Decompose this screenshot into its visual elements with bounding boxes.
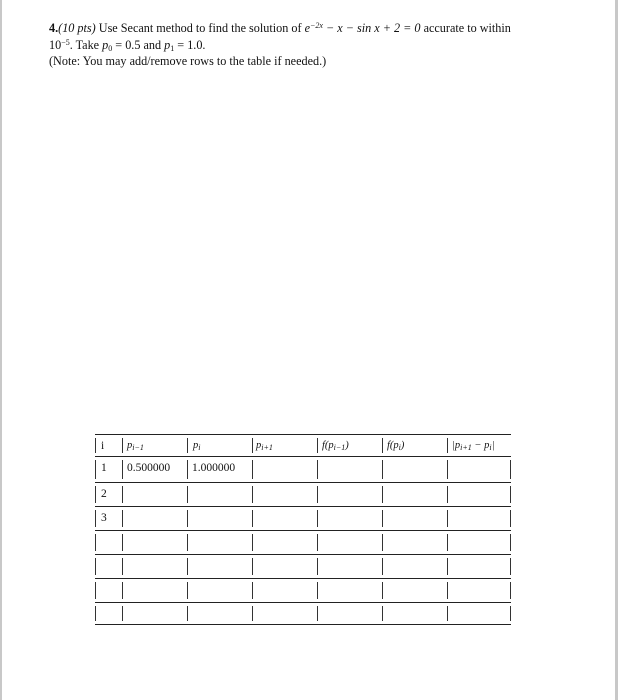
header-p-i-var: p [193,440,199,451]
table-separator [252,582,253,599]
table-separator [252,558,253,575]
problem-line-1 [49,20,569,37]
header-p-prev-var: p [127,440,133,451]
table-separator [317,486,318,503]
header-diff [452,439,494,453]
header-p-i-sub: i [198,443,201,452]
tolerance-base: 10 [49,37,62,52]
header-f-i-f: f(p [387,440,399,451]
table-separator [187,558,188,575]
table-separator [187,534,188,551]
table-separator [382,558,383,575]
table-separator [382,606,383,621]
equation-e-base: e [304,21,310,35]
table-separator [382,534,383,551]
tolerance-exponent: −5 [61,37,70,47]
table-separator [252,460,253,479]
problem-line-2 [49,37,569,54]
table-separator [187,460,188,479]
header-diff-a: |p [452,440,461,451]
header-diff-mid: − p [471,440,490,451]
table-separator [317,438,318,453]
table-rule [95,506,511,507]
and-text: and [143,37,162,52]
header-f-i-sub: i [398,443,401,452]
table-separator [317,510,318,527]
problem-statement [49,20,569,70]
header-f-i [387,439,404,453]
p0-sub: 0 [108,43,113,53]
table-cell-p-i: 1.000000 [192,462,236,474]
table-separator [382,582,383,599]
table-separator [447,558,448,575]
p1-value: = 1.0. [177,37,206,52]
header-f-prev [322,439,349,453]
table-cell-i: 2 [101,488,107,500]
table-rule [95,578,511,579]
table-separator [252,510,253,527]
table-rule [95,482,511,483]
header-p-next-var: p [256,440,262,451]
table-separator [510,582,511,599]
table-separator [447,582,448,599]
header-f-prev-f: f(p [322,440,334,451]
header-diff-b-sub: i [489,443,492,452]
equation-rest: − x − sin x + 2 = 0 [326,21,421,35]
table-separator [252,486,253,503]
table-rule [95,554,511,555]
table-separator [95,534,96,551]
p1-var: p [164,37,171,52]
p1-sub: 1 [170,43,175,53]
table-separator [122,486,123,503]
table-separator [122,558,123,575]
header-diff-close: | [491,440,495,451]
header-f-prev-sub: i−1 [333,443,346,452]
table-cell-i: 1 [101,462,107,474]
equation-e-exponent: −2x [310,21,323,30]
table-rule [95,530,511,531]
table-separator [252,606,253,621]
table-rule [95,434,511,435]
accurate-text: accurate to within [423,21,511,35]
page-border-left [0,0,2,700]
table-cell-p-prev: 0.500000 [127,462,171,474]
table-separator [510,460,511,479]
table-separator [510,606,511,621]
table-separator [510,510,511,527]
table-separator [382,510,383,527]
table-separator [95,486,96,503]
header-p-i [193,439,200,453]
table-separator [122,438,123,453]
table-separator [447,438,448,453]
table-separator [95,460,96,479]
problem-points: (10 pts) [58,21,96,35]
table-separator [122,606,123,621]
problem-intro: Use Secant method to find the solution of [98,21,302,35]
table-separator [122,534,123,551]
header-p-prev-sub: i−1 [132,443,144,452]
table-separator [317,582,318,599]
table-separator [252,438,253,453]
table-separator [95,606,96,621]
table-separator [187,606,188,621]
table-separator [122,582,123,599]
header-p-prev [127,439,144,453]
header-diff-a-sub: i+1 [460,443,472,452]
table-separator [447,486,448,503]
table-separator [122,510,123,527]
table-rule [95,602,511,603]
table-separator [95,510,96,527]
take-text: . Take [69,37,100,52]
table-separator [510,534,511,551]
table-separator [317,558,318,575]
table-separator [122,460,123,479]
table-rule [95,456,511,457]
header-p-next [256,439,273,453]
table-separator [382,486,383,503]
table-rule [95,624,511,625]
table-separator [187,510,188,527]
table-separator [252,534,253,551]
table-separator [317,460,318,479]
header-f-prev-close: ) [345,440,349,451]
table-separator [510,486,511,503]
secant-table [95,434,511,624]
table-separator [317,534,318,551]
table-separator [95,438,96,453]
problem-note: (Note: You may add/remove rows to the table if needed.) [49,54,327,68]
table-separator [447,510,448,527]
header-i: i [101,440,105,452]
table-separator [510,558,511,575]
table-separator [187,438,188,453]
table-separator [382,460,383,479]
table-separator [95,558,96,575]
table-cell-i: 3 [101,512,107,524]
table-separator [447,460,448,479]
problem-number: 4. [49,21,59,35]
p0-value: = 0.5 [115,37,141,52]
table-separator [187,582,188,599]
header-f-i-close: ) [400,440,405,451]
table-separator [317,606,318,621]
p0-var: p [102,37,109,52]
table-separator [447,606,448,621]
table-separator [187,486,188,503]
table-separator [95,582,96,599]
header-p-next-sub: i+1 [261,443,273,452]
table-separator [447,534,448,551]
table-separator [382,438,383,453]
